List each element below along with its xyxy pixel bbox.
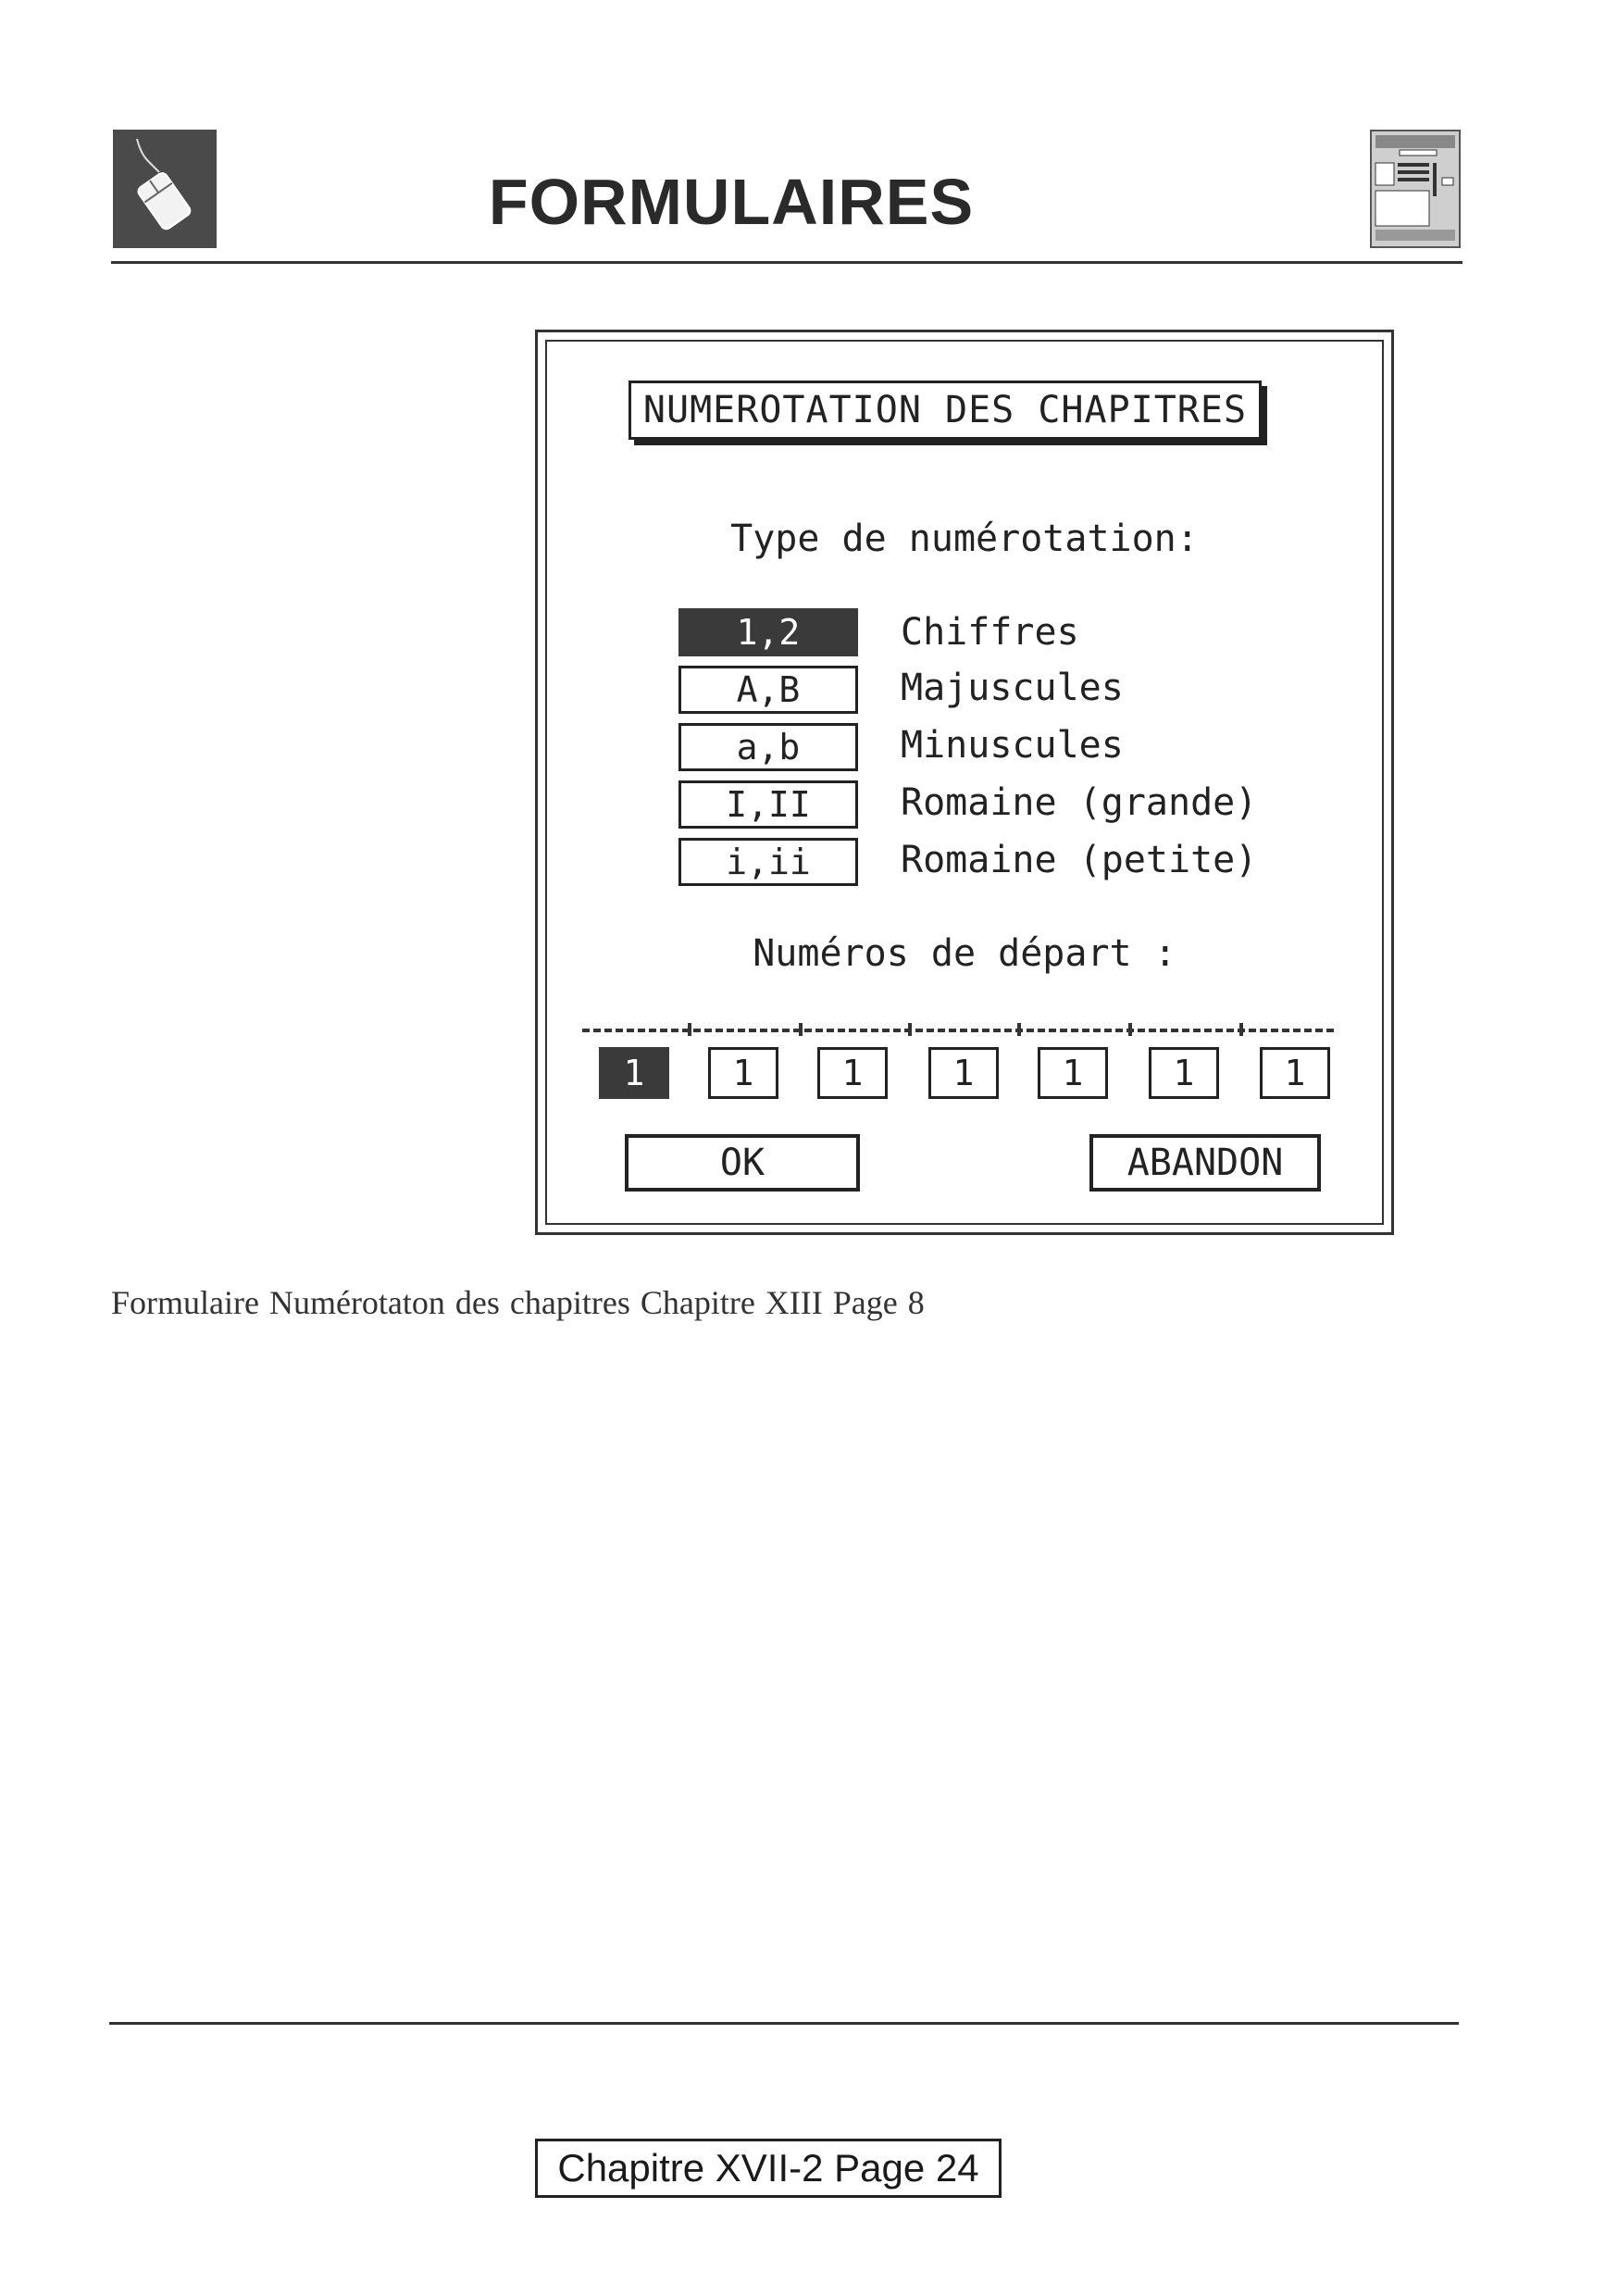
window-thumbnail-icon [1370,130,1461,248]
option-roman-upper-button[interactable]: I,II [678,780,858,829]
figure-caption: Formulaire Numérotaton des chapitres Chapitre XIII Page 8 [111,1284,925,1321]
start-numbers-label: Numéros de départ : [753,932,1176,975]
header-rule [111,261,1462,264]
start-number-field[interactable]: 1 [708,1047,778,1099]
option-roman-upper-label: Romaine (grande) [901,781,1258,824]
option-lowercase-button[interactable]: a,b [678,723,858,771]
start-number-field[interactable]: 1 [928,1047,999,1099]
start-number-field[interactable]: 1 [1260,1047,1330,1099]
start-number-field[interactable]: 1 [599,1047,669,1099]
tab-ruler-tick [1239,1023,1243,1036]
page-title: FORMULAIRES [488,166,975,238]
option-lowercase-label: Minuscules [901,724,1124,767]
option-uppercase-button[interactable]: A,B [678,666,858,714]
tab-ruler-tick [799,1023,803,1036]
option-uppercase-label: Majuscules [901,667,1124,709]
chapter-numbering-dialog [535,330,1394,1235]
numbering-type-label: Type de numérotation: [730,518,1199,560]
start-number-field[interactable]: 1 [1149,1047,1219,1099]
option-roman-lower-label: Romaine (petite) [901,839,1258,881]
footer-rule [109,2022,1459,2025]
tab-ruler-tick [908,1023,912,1036]
dialog-title: NUMEROTATION DES CHAPITRES [629,381,1262,440]
option-digits-label: Chiffres [901,611,1079,654]
option-roman-lower-button[interactable]: i,ii [678,838,858,886]
option-digits-button[interactable]: 1,2 [678,608,858,656]
tab-ruler-tick [1128,1023,1132,1036]
ok-button[interactable]: OK [625,1134,860,1192]
abandon-button[interactable]: ABANDON [1089,1134,1321,1192]
page-number-box: Chapitre XVII-2 Page 24 [535,2139,1002,2198]
tab-ruler [582,1029,1334,1032]
tab-ruler-tick [1017,1023,1021,1036]
tab-ruler-tick [688,1023,691,1036]
start-number-field[interactable]: 1 [817,1047,888,1099]
start-number-field[interactable]: 1 [1038,1047,1108,1099]
